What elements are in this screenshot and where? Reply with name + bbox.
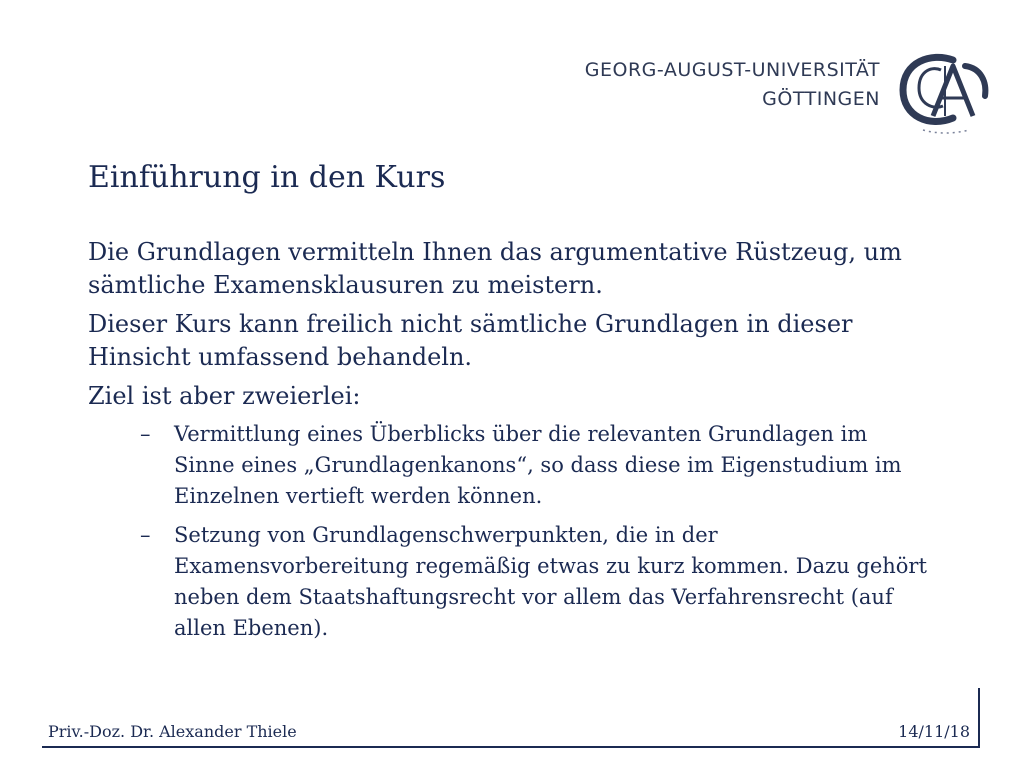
university-seal-icon xyxy=(893,46,993,136)
bullet-item xyxy=(88,419,934,512)
university-name-line2: GÖTTINGEN xyxy=(762,88,880,110)
footer-date: 14/11/18 xyxy=(898,722,970,741)
slide-title: Einführung in den Kurs xyxy=(88,160,446,195)
bullet-text: Vermittlung eines Überblicks über die relevanten Grundlagen im Sinne eines „Grundlagenkanons“, so dass diese im Eigenstudium im Einzelnen vertieft werden können. xyxy=(174,422,902,508)
paragraph-3: Ziel ist aber zweierlei: xyxy=(88,382,361,410)
paragraph-1: Die Grundlagen vermitteln Ihnen das argumentative Rüstzeug, um sämtliche Examensklausuren zu meistern. xyxy=(88,238,902,299)
footer-vertical-divider xyxy=(978,688,980,748)
footer-divider xyxy=(42,746,980,748)
university-name xyxy=(585,56,880,114)
paragraph-2: Dieser Kurs kann freilich nicht sämtliche Grundlagen in dieser Hinsicht umfassend behandeln. xyxy=(88,310,853,371)
bullet-marker: – xyxy=(140,523,151,547)
slide-content xyxy=(88,236,958,652)
footer-author: Priv.-Doz. Dr. Alexander Thiele xyxy=(48,722,297,741)
bullet-item xyxy=(88,520,934,644)
bullet-marker: – xyxy=(140,422,151,446)
bullet-text: Setzung von Grundlagenschwerpunkten, die in der Examensvorbereitung regemäßig etwas zu kurz kommen. Dazu gehört neben dem Staatshaftungsrecht vor allem das Verfahrensrecht (auf allen Ebenen). xyxy=(174,523,927,640)
university-name-line1: GEORG-AUGUST-UNIVERSITÄT xyxy=(584,59,880,81)
